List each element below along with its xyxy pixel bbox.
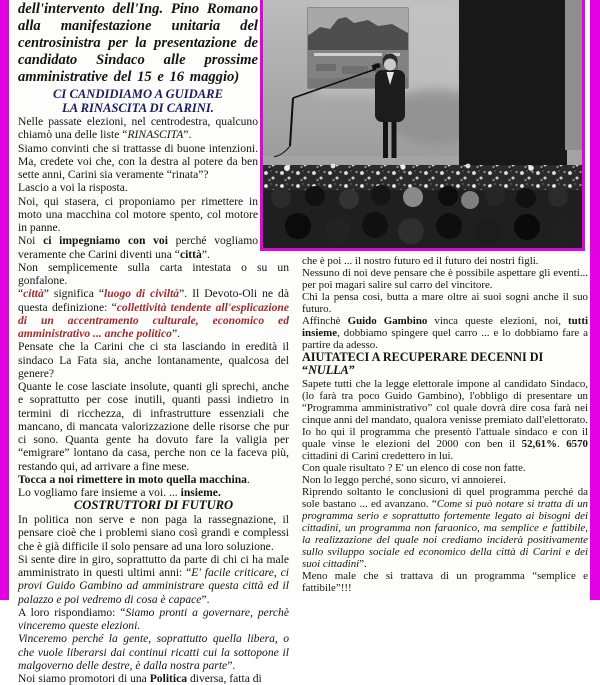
paragraph: AIUTATECI A RECUPERARE DECENNI DI “NULLA”: [302, 350, 544, 378]
paragraph: Vinceremo perché la gente, soprattutto quella libera, o che vuole liberarsi dai continui ricatti cui la sottopone il malgoverno delle destre, è dalla nostra parte”.: [18, 632, 289, 672]
paragraph: Siamo convinti che si trattasse di buone intenzioni. Ma, credete voi che, con la destra al potere da ben sette anni, Carini sia veramente “rinata”?: [18, 141, 258, 182]
paragraph: che è poi ... il nostro futuro ed il futuro dei nostri figli.: [302, 255, 539, 267]
paragraph: Affinchè Guido Gambino vinca queste elezioni, noi, tutti insieme, dobbiamo spingere quel carro ... e lo dobbiamo fare a partire da adesso.: [302, 315, 589, 351]
paragraph: Non lo leggo perché, sono sicuro, vi annoierei.: [302, 473, 506, 486]
paragraph: Pensate che la Carini che ci sta lasciando in eredità il sindaco La Fata sia, anche lontanamente, qualcosa del genere?: [18, 340, 289, 380]
paragraph: Io ho qui il programma che presentò l'attuale sindaco e con il quale vinse le elezioni del 2000 con ben il 52,61%. 6570 cittadini di Carini credettero in lui.: [302, 425, 588, 462]
paragraph: Lo vogliamo fare insieme a voi. ... insieme.: [18, 486, 221, 500]
paragraph: COSTRUTTORI DI FUTURO: [73, 498, 234, 513]
right-column-text: [302, 255, 588, 594]
paragraph: Noi siamo promotori di una Politica diversa, fatta di: [18, 672, 262, 685]
paragraph: Meno male che si trattava di un programma “semplice e fattibile”!!!: [302, 569, 588, 594]
paragraph: Non semplicemente sulla carta intestata o su un gonfalone.: [18, 260, 289, 288]
paragraph: dell'intervento dell'Ing. Pino Romano alla manifestazione unitaria del centrosinistra per la presentazione de candidato Sindaco alle prossime amministrative del 15 e 16 maggio): [18, 1, 258, 85]
paragraph: In politica non serve e non paga la rassegnazione, il pensare cioè che i problemi siano così grandi e complessi che è già difficile il solo pensare ad una loro soluzione.: [18, 513, 289, 553]
paragraph: Noi, qui stasera, ci proponiamo per rimettere in moto una macchina col motore spento, col motore in panne.: [18, 194, 258, 235]
audience: [263, 185, 582, 248]
stage-photo-illustration: [263, 0, 582, 248]
right-text-column: [302, 255, 588, 600]
page-border-left: [0, 0, 9, 600]
paragraph: Riprendo soltanto le conclusioni di quel programma perché da sole bastano ... ed avanzano. “Come si può notare si tratta di un programma serio e soprattutto fortemente legato ai bisogni dei cittadini, un programma non faraonico, ma semplice e fattibile, la realizzazione del quale noi crediamo inciderà positivamente sullo sviluppo sociale ed economico della città di Carini e dei suoi cittadini”.: [302, 485, 588, 570]
stage-photo: [260, 0, 585, 251]
paragraph: Con quale risultato ? E' un elenco di cose non fatte.: [302, 461, 526, 474]
paragraph: CI CANDIDIAMO A GUIDARE LA RINASCITA DI CARINI.: [53, 87, 223, 115]
paragraph: Nessuno di noi deve pensare che è possibile aspettare gli eventi... per poi magari salire sul carro del vincitore.: [302, 267, 588, 291]
paragraph: Lascio a voi la risposta.: [18, 181, 128, 195]
paragraph: Sapete tutti che la legge elettorale impone al candidato Sindaco, (lo farà tra poco Guido Gambino), l'obbligo di presentare un “Programma amministrativo” col quale dovrà dire cosa farà nei cinque anni del mandato, qualora venisse premiato dall'elettorato.: [302, 377, 588, 426]
left-column-text: [18, 1, 289, 685]
paragraph: Chi la pensa così, butta a mare oltre ai suoi sogni anche il suo futuro.: [302, 291, 588, 315]
paragraph: Tocca a noi rimettere in moto quella macchina.: [18, 472, 250, 486]
paragraph: Noi ci impegniamo con voi perché vogliamo veramente che Carini diventi una “città”.: [18, 234, 259, 261]
paragraph: A loro rispondiamo: “Siamo pronti a governare, perchè vinceremo queste elezioni.: [18, 605, 289, 633]
left-text-column: [18, 1, 289, 685]
page-border-right: [590, 0, 600, 600]
paragraph: Quante le cose lasciate insolute, quanti gli sprechi, anche e soprattutto per cose inutili, quanti passi indietro in termini di ricchezza, di infrastrutture essenziali che mancano, di mancata valorizzazione delle risorse che pur ci sono. Quanta gente ha dovuto fare la valigia per “emigrare” lontano da casa, perche non ce la faceva più, restando qui, ad arrivare a fine mese.: [18, 380, 289, 473]
paragraph: Nelle passate elezioni, nel centrodestra, qualcuno chiamò una delle liste “RINASCITA”.: [18, 115, 258, 142]
paragraph: Si sente dire in giro, soprattutto da parte di chi ci ha male amministrato in questi ultimi anni: “E' facile criticare, ci provi Guido Gambino ad amministrare questa città ed il palazzo e poi vedremo di cosa è capace”.: [18, 552, 289, 606]
paragraph: “città” significa “luogo di civiltà”. Il Devoto-Oli ne dà questa definizione: “collettività tendente all'esplicazione di un accentramento culturale, economico ed amministrativo ... anche politico”.: [18, 287, 289, 341]
